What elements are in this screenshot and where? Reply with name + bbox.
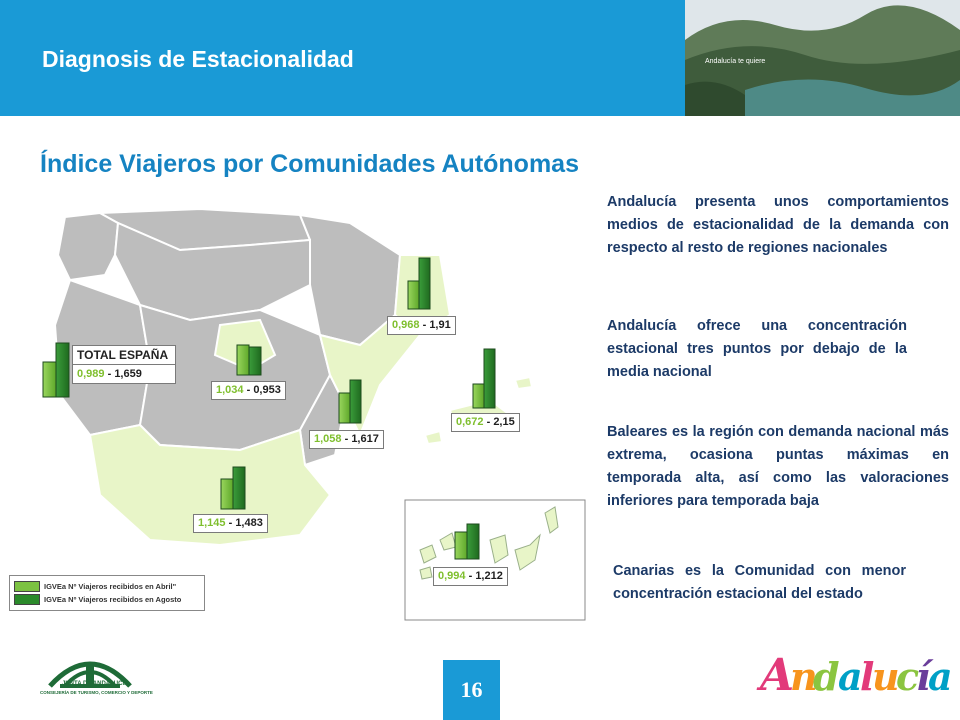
value-august: 1,212 [475, 570, 503, 582]
svg-text:A: A [760, 650, 795, 700]
value-august: 1,659 [114, 368, 142, 380]
paragraph-andalucia-concentracion: Andalucía ofrece una concentración estacional tres puntos por debajo de la media nacional [607, 318, 907, 380]
junta-logo-text: JUNTA DE ANDALUCIA [62, 681, 129, 687]
svg-text:l: l [860, 654, 875, 699]
svg-text:u: u [872, 654, 900, 699]
svg-text:a: a [838, 654, 863, 699]
value-april: 1,058 [314, 433, 342, 445]
total-espana-values [73, 365, 175, 383]
legend-swatch-april [14, 581, 40, 592]
svg-text:d: d [813, 654, 840, 699]
svg-text:a: a [928, 654, 953, 699]
value-august: 0,953 [253, 384, 281, 396]
legend-item-august [14, 594, 200, 605]
label-madrid [211, 381, 286, 400]
value-august: 1,483 [235, 517, 263, 529]
label-andalucia [193, 514, 268, 533]
value-separator: - [419, 319, 430, 331]
junta-logo-subtext: CONSEJERÍA DE TURISMO, COMERCIO Y DEPORTE [40, 690, 153, 695]
paragraph-baleares: Baleares es la región con demanda nacional más extrema, ocasiona puntas máximas en temporada alta, así como las valoraciones inferiores para temporada baja [607, 424, 949, 509]
value-separator: - [104, 368, 115, 380]
bars-valencia [339, 380, 361, 423]
photo-caption: Andalucía te quiere [705, 58, 766, 65]
andalucia-brand-logo [755, 645, 955, 700]
value-separator: - [341, 433, 352, 445]
value-april: 0,989 [77, 368, 105, 380]
legend-swatch-august [14, 594, 40, 605]
value-separator: - [465, 570, 476, 582]
label-canarias [433, 567, 508, 586]
value-april: 0,968 [392, 319, 420, 331]
svg-text:í: í [916, 654, 931, 699]
legend-label-april: IGVEa Nº Viajeros recibidos en Abril" [44, 582, 177, 591]
label-baleares [451, 413, 520, 432]
legend-item-april [14, 581, 200, 592]
svg-text:c: c [896, 654, 920, 699]
value-august: 1,617 [351, 433, 379, 445]
label-valencia [309, 430, 384, 449]
value-april: 1,145 [198, 517, 226, 529]
slide-title: Índice Viajeros por Comunidades Autónomas [40, 150, 579, 178]
paragraph-andalucia-medios: Andalucía presenta unos comportamientos medios de estacionalidad de la demanda con respecto al resto de regiones nacionales [607, 194, 949, 256]
bars-madrid [237, 345, 261, 375]
map-legend [9, 575, 205, 611]
bars-andalucia [221, 467, 245, 509]
value-august: 1,91 [429, 319, 451, 331]
label-cataluna [387, 316, 456, 335]
total-espana-title: TOTAL ESPAÑA [73, 346, 175, 365]
value-april: 1,034 [216, 384, 244, 396]
svg-text:n: n [790, 654, 818, 699]
total-espana-box [72, 345, 176, 384]
value-separator: - [225, 517, 236, 529]
value-separator: - [243, 384, 254, 396]
value-april: 0,994 [438, 570, 466, 582]
paragraph-canarias: Canarias es la Comunidad con menor concentración estacional del estado [613, 563, 906, 602]
bars-total-espana [43, 343, 69, 397]
bars-baleares [473, 349, 495, 408]
bars-canarias [455, 524, 479, 559]
value-april: 0,672 [456, 416, 484, 428]
legend-label-august: IGVEa Nº Viajeros recibidos en Agosto [44, 595, 182, 604]
page-number: 16 [443, 660, 500, 720]
bars-cataluna [408, 258, 430, 309]
header-title: Diagnosis de Estacionalidad [42, 46, 354, 72]
value-separator: - [483, 416, 494, 428]
value-august: 2,15 [493, 416, 515, 428]
